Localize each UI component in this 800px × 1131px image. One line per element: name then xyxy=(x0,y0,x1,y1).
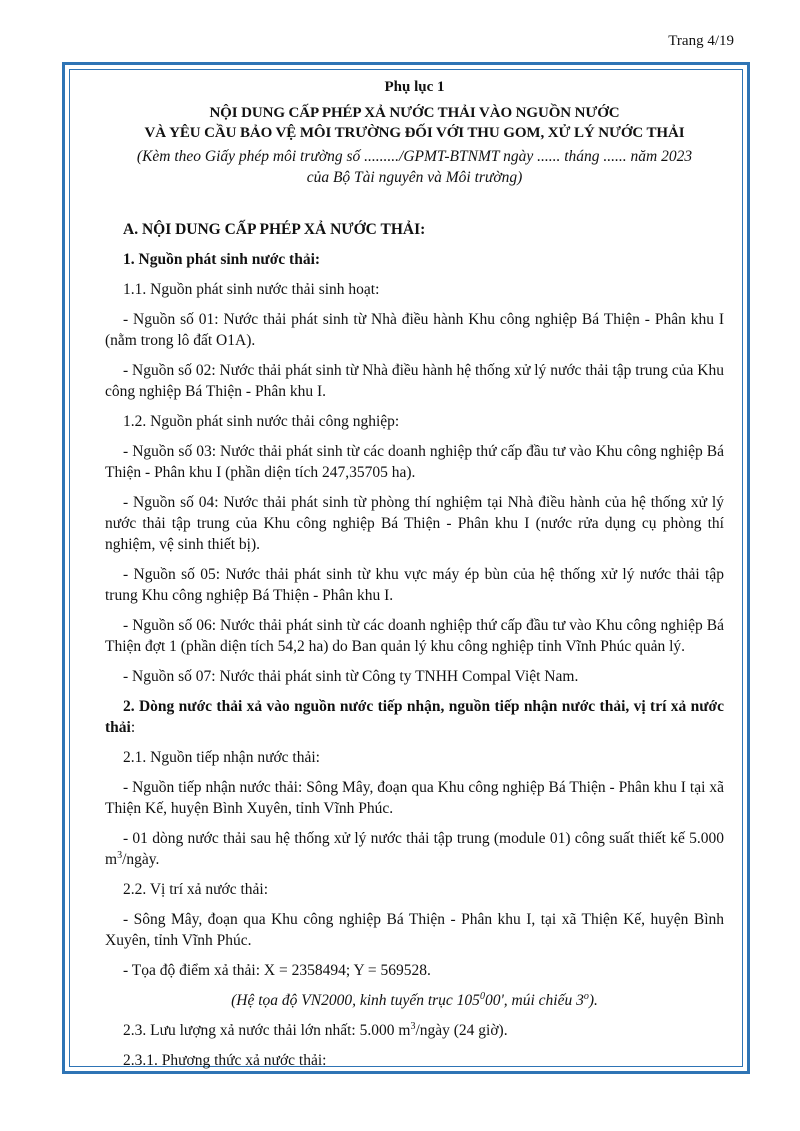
section-2-heading-colon: : xyxy=(130,719,136,736)
max-flow-unit: /ngày (24 giờ). xyxy=(415,1022,508,1039)
crs-sup: 0 xyxy=(479,990,485,1002)
section-2-heading xyxy=(105,696,724,738)
discharge-flow-unit: /ngày. xyxy=(122,851,160,868)
section-2-2-heading: 2.2. Vị trí xả nước thải: xyxy=(123,881,269,898)
crs-sup2: o xyxy=(583,990,589,1002)
section-2-heading-text: 2. Dòng nước thải xả vào nguồn nước tiếp nhận, nguồn tiếp nhận nước thải, vị trí xả nước thải xyxy=(105,698,724,736)
main-title-line1: NỘI DUNG CẤP PHÉP XẢ NƯỚC THẢI VÀO NGUỒN NƯỚC xyxy=(209,105,620,121)
section-1-heading: 1. Nguồn phát sinh nước thải: xyxy=(123,251,321,268)
coordinate-system xyxy=(105,990,724,1011)
source-06: - Nguồn số 06: Nước thải phát sinh từ các doanh nghiệp thứ cấp đầu tư vào Khu công nghiệp Bá Thiện đợt 1 (phần diện tích 54,2 ha) do Ban quản lý khu công nghiệp tỉnh Vĩnh Phúc quản lý. xyxy=(105,617,724,655)
crs-text: (Hệ tọa độ VN2000, kinh tuyến trục 105 xyxy=(231,992,480,1009)
max-flow-text: 2.3. Lưu lượng xả nước thải lớn nhất: 5.000 m xyxy=(123,1022,411,1039)
section-a-heading: A. NỘI DUNG CẤP PHÉP XẢ NƯỚC THẢI: xyxy=(123,221,426,238)
document-content xyxy=(105,73,724,1080)
receiving-source: - Nguồn tiếp nhận nước thải: Sông Mây, đoạn qua Khu công nghiệp Bá Thiện - Phân khu I tại xã Thiện Kế, huyện Bình Xuyên, tỉnh Vĩnh Phúc. xyxy=(105,779,724,817)
section-2-3-1-heading: 2.3.1. Phương thức xả nước thải: xyxy=(123,1052,327,1069)
source-01: - Nguồn số 01: Nước thải phát sinh từ Nhà điều hành Khu công nghiệp Bá Thiện - Phân khu I (nằm trong lô đất O1A). xyxy=(105,311,724,349)
page-number: Trang 4/19 xyxy=(668,33,734,49)
source-03: - Nguồn số 03: Nước thải phát sinh từ các doanh nghiệp thứ cấp đầu tư vào Khu công nghiệp Bá Thiện - Phân khu I (phần diện tích 247,35705 ha). xyxy=(105,443,724,481)
discharge-flow xyxy=(105,828,724,870)
source-07: - Nguồn số 07: Nước thải phát sinh từ Công ty TNHH Compal Việt Nam. xyxy=(123,668,579,685)
section-1-2-heading: 1.2. Nguồn phát sinh nước thải công nghiệp: xyxy=(123,413,400,430)
section-2-1-heading: 2.1. Nguồn tiếp nhận nước thải: xyxy=(123,749,320,766)
subtitle-line2: của Bộ Tài nguyên và Môi trường) xyxy=(306,169,523,186)
crs-end: ). xyxy=(588,992,598,1009)
section-2-3-heading xyxy=(105,1020,724,1041)
main-title-line2: VÀ YÊU CẦU BẢO VỆ MÔI TRƯỜNG ĐỐI VỚI THU GOM, XỬ LÝ NƯỚC THẢI xyxy=(144,125,685,141)
max-flow-sup: 3 xyxy=(410,1020,416,1032)
subtitle-line1: (Kèm theo Giấy phép môi trường số ........./GPMT-BTNMT ngày ...... tháng ...... năm 2023 xyxy=(136,148,693,165)
discharge-location: - Sông Mây, đoạn qua Khu công nghiệp Bá Thiện - Phân khu I, tại xã Thiện Kế, huyện Bình Xuyên, tỉnh Vĩnh Phúc. xyxy=(105,911,724,949)
discharge-coordinates: - Tọa độ điểm xả thải: X = 2358494; Y = 569528. xyxy=(123,962,431,979)
source-04: - Nguồn số 04: Nước thải phát sinh từ phòng thí nghiệm tại Nhà điều hành của hệ thống xử lý nước thải tập trung của Khu công nghiệp Bá Thiện - Phân khu I (nước rửa dụng cụ phòng thí nghiệm, vệ sinh thiết bị). xyxy=(105,494,724,553)
discharge-flow-text: - 01 dòng nước thải sau hệ thống xử lý nước thải tập trung (module 01) công suất thiết kế 5.000 m xyxy=(105,830,724,868)
source-02: - Nguồn số 02: Nước thải phát sinh từ Nhà điều hành hệ thống xử lý nước thải tập trung của Khu công nghiệp Bá Thiện - Phân khu I. xyxy=(105,362,724,400)
crs-mid: 00', múi chiếu 3 xyxy=(484,992,584,1009)
appendix-title: Phụ lục 1 xyxy=(384,79,445,95)
section-1-1-heading: 1.1. Nguồn phát sinh nước thải sinh hoạt: xyxy=(123,281,380,298)
discharge-flow-sup: 3 xyxy=(117,849,123,861)
source-05: - Nguồn số 05: Nước thải phát sinh từ khu vực máy ép bùn của hệ thống xử lý nước thải tập trung Khu công nghiệp Bá Thiện - Phân khu I. xyxy=(105,566,724,604)
